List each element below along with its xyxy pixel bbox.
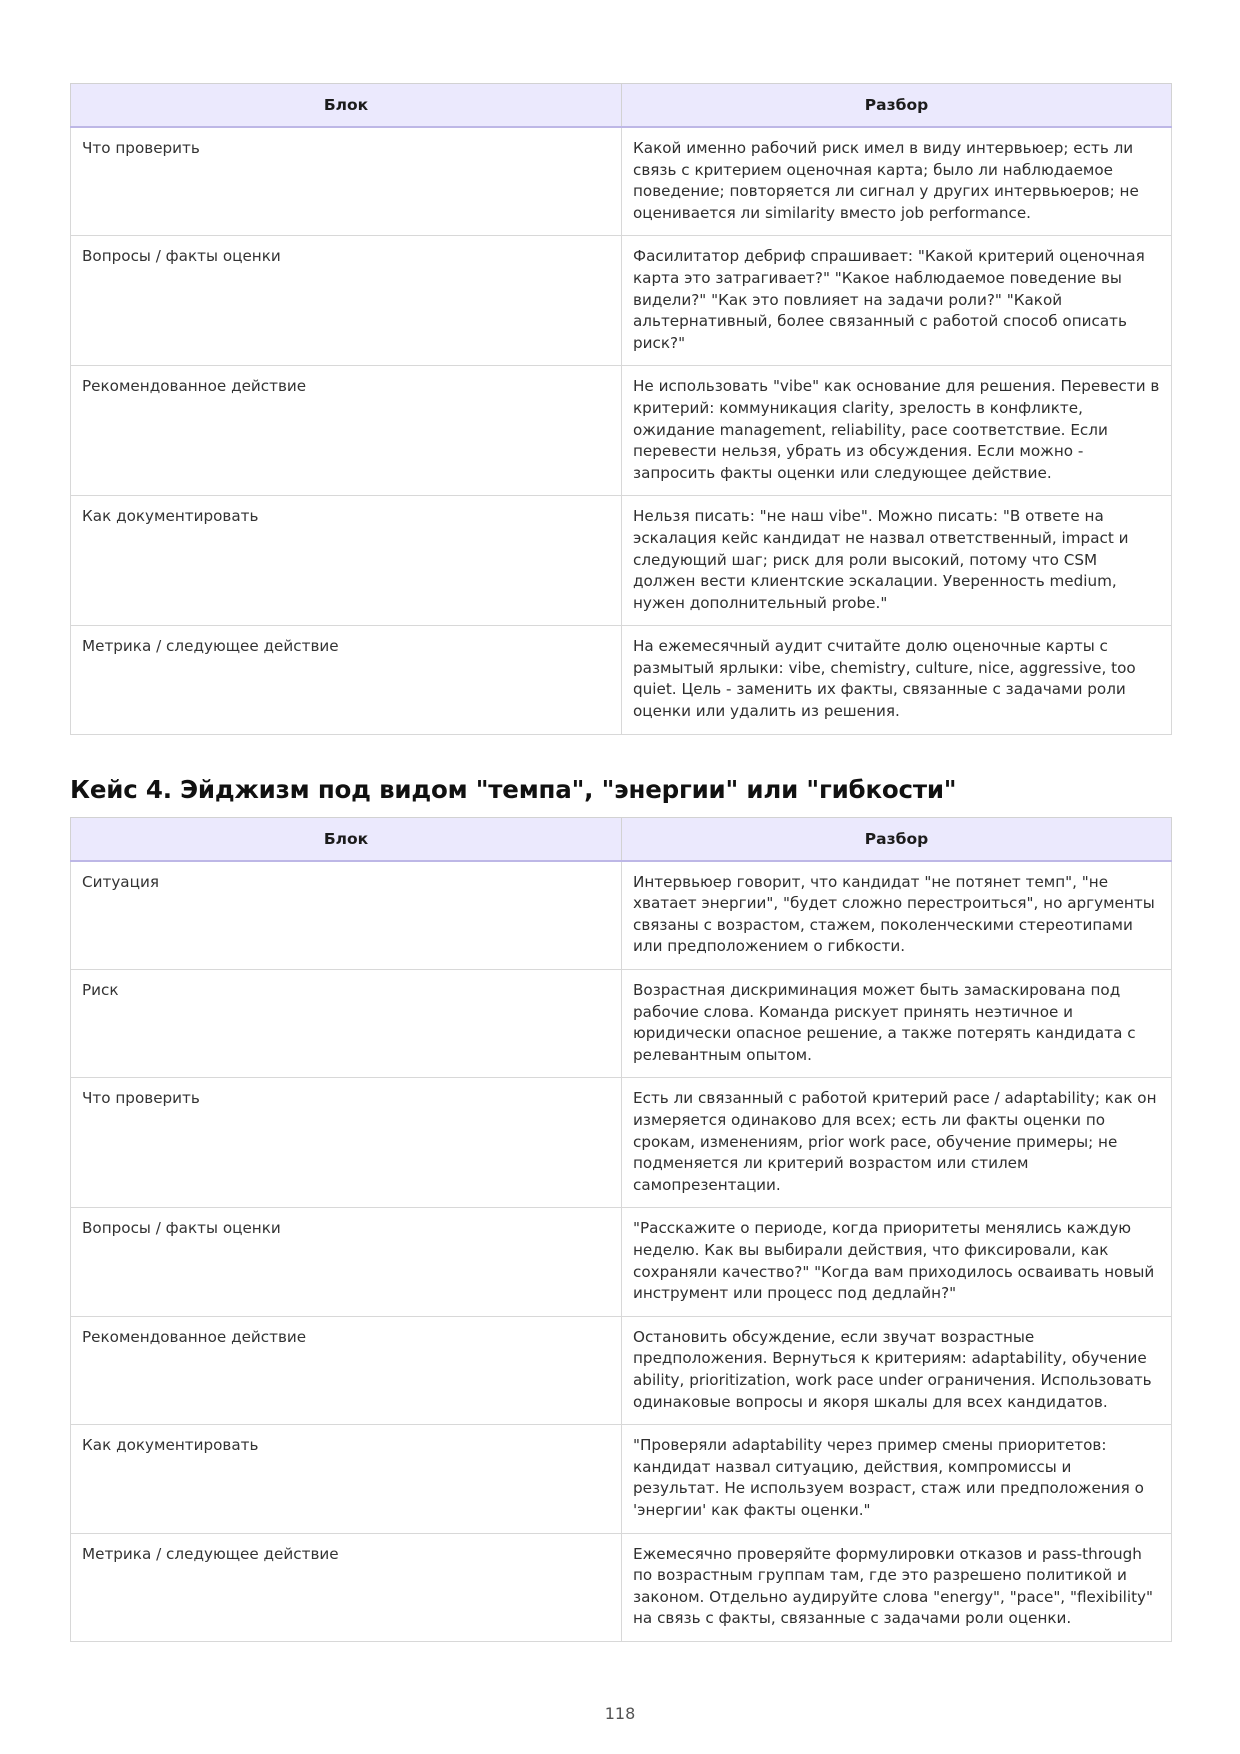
table-header-row	[71, 84, 1172, 128]
row-text: Интервьюер говорит, что кандидат "не потянет темп", "не хватает энергии", "будет сложно перестроиться", но аргументы связаны с возрастом, стажем, поколенческими стереотипами или предположением о гибкости.	[622, 861, 1172, 970]
page-number: 118	[604, 1704, 636, 1723]
table-row	[71, 1208, 1172, 1316]
row-label: Вопросы / факты оценки	[71, 236, 622, 366]
row-text: "Проверяли adaptability через пример смены приоритетов: кандидат назвал ситуацию, действия, компромиссы и результат. Не используем возраст, стаж или предположения о 'энергии' как факты оценки."	[622, 1425, 1172, 1533]
row-text: Остановить обсуждение, если звучат возрастные предположения. Вернуться к критериям: adaptability, обучение ability, prioritization, work pace under ограничения. Использовать одинаковые вопросы и якоря шкалы для всех кандидатов.	[622, 1316, 1172, 1424]
row-label: Метрика / следующее действие	[71, 1533, 622, 1641]
column-header-analysis: Разбор	[622, 84, 1172, 128]
row-label: Вопросы / факты оценки	[71, 1208, 622, 1316]
row-label: Что проверить	[71, 127, 622, 236]
table-case3-analysis	[70, 83, 1172, 735]
row-label: Метрика / следующее действие	[71, 626, 622, 734]
row-text: Возрастная дискриминация может быть замаскирована под рабочие слова. Команда рискует принять неэтичное и юридически опасное решение, а также потерять кандидата с релевантным опытом.	[622, 970, 1172, 1078]
row-label: Рекомендованное действие	[71, 1316, 622, 1424]
row-label: Ситуация	[71, 861, 622, 970]
table-row	[71, 970, 1172, 1078]
row-text: Фасилитатор дебриф спрашивает: "Какой критерий оценочная карта это затрагивает?" "Какое наблюдаемое поведение вы видели?" "Как это повлияет на задачи роли?" "Какой альтернативный, более связанный с работой способ описать риск?"	[622, 236, 1172, 366]
table-header-row	[71, 817, 1172, 861]
row-text: На ежемесячный аудит считайте долю оценочные карты с размытый ярлыки: vibe, chemistry, culture, nice, aggressive, too quiet. Цель - заменить их факты, связанные с задачами роли оценки или удалить из решения.	[622, 626, 1172, 734]
table-row	[71, 127, 1172, 236]
row-text: Какой именно рабочий риск имел в виду интервьюер; есть ли связь с критерием оценочная карта; было ли наблюдаемое поведение; повторяется ли сигнал у других интервьюеров; не оценивается ли similarity вместо job performance.	[622, 127, 1172, 236]
row-text: Есть ли связанный с работой критерий pace / adaptability; как он измеряется одинаково для всех; есть ли факты оценки по срокам, изменениям, prior work pace, обучение примеры; не подменяется ли критерий возрастом или стилем самопрезентации.	[622, 1078, 1172, 1208]
table-row	[71, 626, 1172, 734]
table-row	[71, 496, 1172, 626]
row-label: Риск	[71, 970, 622, 1078]
row-label: Как документировать	[71, 496, 622, 626]
column-header-analysis: Разбор	[622, 817, 1172, 861]
table-case4-analysis	[70, 817, 1172, 1642]
table-row	[71, 236, 1172, 366]
table-row	[71, 1533, 1172, 1641]
table-row	[71, 1316, 1172, 1424]
column-header-block: Блок	[71, 817, 622, 861]
row-label: Рекомендованное действие	[71, 366, 622, 496]
row-label: Как документировать	[71, 1425, 622, 1533]
row-text: Не использовать "vibe" как основание для решения. Перевести в критерий: коммуникация clarity, зрелость в конфликте, ожидание management, reliability, pace соответствие. Если перевести нельзя, убрать из обсуждения. Если можно - запросить факты оценки или следующее действие.	[622, 366, 1172, 496]
row-text: Нельзя писать: "не наш vibe". Можно писать: "В ответе на эскалация кейс кандидат не назвал ответственный, impact и следующий шаг; риск для роли высокий, потому что CSM должен вести клиентские эскалации. Уверенность medium, нужен дополнительный probe."	[622, 496, 1172, 626]
row-text: Ежемесячно проверяйте формулировки отказов и pass-through по возрастным группам там, где это разрешено политикой и законом. Отдельно аудируйте слова "energy", "pace", "flexibility" на связь с факты, связанные с задачами роли оценки.	[622, 1533, 1172, 1641]
column-header-block: Блок	[71, 84, 622, 128]
table-row	[71, 1078, 1172, 1208]
section-heading-case-4: Кейс 4. Эйджизм под видом "темпа", "энергии" или "гибкости"	[70, 774, 957, 804]
table-row	[71, 366, 1172, 496]
table-row	[71, 861, 1172, 970]
table-row	[71, 1425, 1172, 1533]
row-label: Что проверить	[71, 1078, 622, 1208]
page-content	[70, 83, 1171, 1642]
row-text: "Расскажите о периоде, когда приоритеты менялись каждую неделю. Как вы выбирали действия, что фиксировали, как сохраняли качество?" "Когда вам приходилось осваивать новый инструмент или процесс под дедлайн?"	[622, 1208, 1172, 1316]
